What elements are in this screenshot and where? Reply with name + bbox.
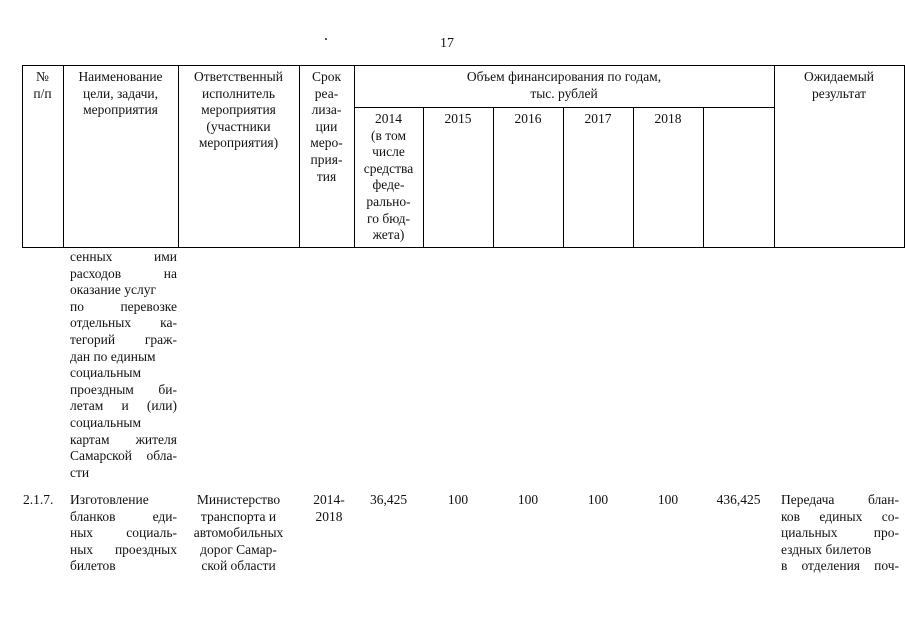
continuation-line: по перевозке [70,298,177,314]
header-year-2018: 2018 [654,111,682,126]
row-name-line: Изготовление [70,492,149,507]
continuation-line: дан по единым [70,348,156,364]
table-top-border [22,65,904,66]
continuation-line: Самарской обла- [70,448,177,464]
continuation-line: расходов на [70,265,177,281]
row-name [70,492,177,575]
row-value-2014: 36,425 [369,492,408,507]
header-year-2015: 2015 [444,111,472,126]
row-term: 2014- 2018 [313,492,345,524]
row-result-line: Передача блан- [781,492,899,507]
row-value-2018: 100 [657,492,679,507]
continuation-line: картам жителя [70,431,177,447]
header-year-2017: 2017 [584,111,612,126]
continuation-line: оказание услуг [70,282,157,298]
row-number: 2.1.7. [23,492,54,507]
years-subheader-border [354,107,774,108]
row-result-line: ездных билетов [781,541,872,557]
header-term: Срок реа- лиза- ции меро- прия- тия [310,69,343,184]
row-result-line: ков единых со- [781,508,899,524]
scan-dot [325,38,327,40]
row-name-line: ных проездных [70,541,177,557]
row-executor: Министерство транспорта и автомобильных дорог Самар- ской области [193,492,284,574]
header-num: № п/п [33,69,52,101]
continuation-line: проездным би- [70,381,177,397]
header-name: Наименование цели, задачи, мероприятия [78,69,163,118]
row-value-2016: 100 [517,492,539,507]
row-result-line: в отделения поч- [781,558,899,574]
row-name-line: бланков еди- [70,508,177,524]
continuation-line: летам и (или) [70,398,177,414]
row-value-total: 436,425 [716,492,761,507]
row-value-2015: 100 [447,492,469,507]
continuation-line: сти [70,464,90,480]
page-number: 17 [440,36,454,51]
row-result-line: циальных про- [781,525,899,541]
header-bottom-border [22,247,904,248]
row-name-line: билетов [70,558,116,574]
continuation-line: социальным [70,365,142,381]
row-result [781,492,899,575]
continuation-line: социальным [70,414,142,430]
header-year-2014: 2014 (в том числе средства феде- рально- го бюд- жета) [363,111,414,243]
header-executor: Ответственный исполнитель мероприятия (участники мероприятия) [194,69,283,151]
continuation-line: отдельных ка- [70,315,177,331]
header-result: Ожидаемый результат [804,69,874,101]
continuation-line: тегорий граж- [70,331,177,347]
header-year-2016: 2016 [514,111,542,126]
continuation-line: сенных ими [70,249,177,264]
continuation-text [70,249,177,481]
header-funding: Объем финансирования по годам, тыс. рублей [466,69,662,101]
row-value-2017: 100 [587,492,609,507]
row-name-line: ных социаль- [70,525,177,541]
